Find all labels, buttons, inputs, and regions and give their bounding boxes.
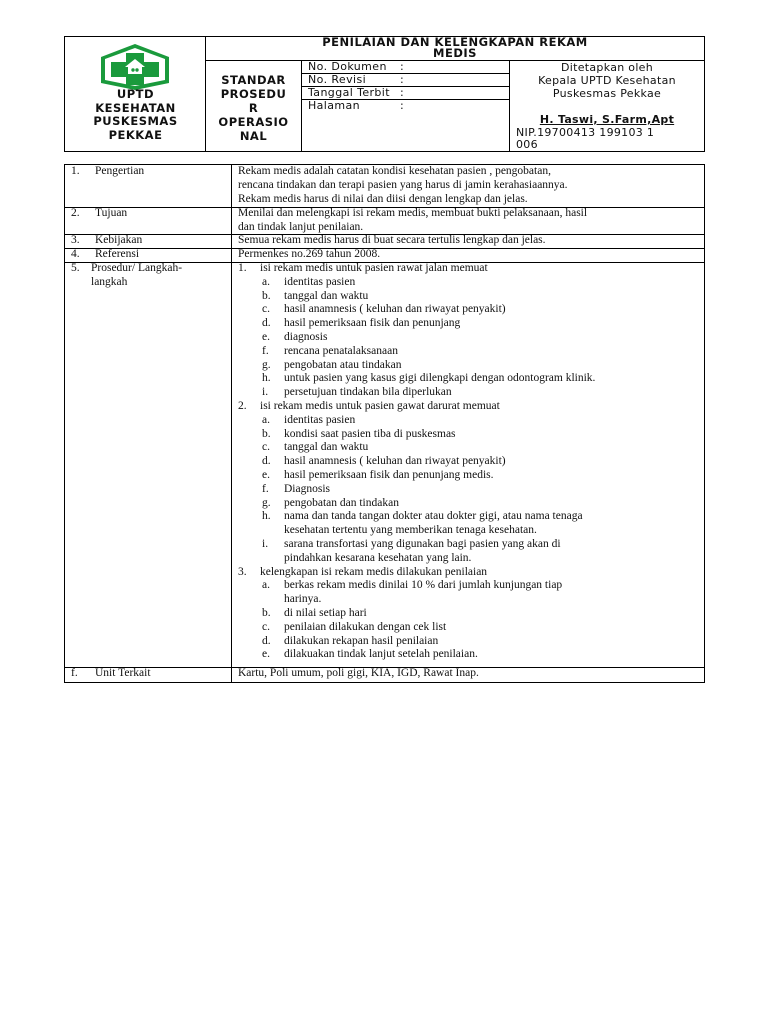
row-number: 2. bbox=[71, 207, 80, 219]
meta-row-page bbox=[302, 100, 510, 113]
approval-line: Puskesmas Pekkae bbox=[552, 87, 662, 100]
procedure-step-1 bbox=[238, 262, 488, 276]
item-text: hasil anamnesis ( keluhan dan riwayat penyakit) bbox=[284, 303, 506, 316]
sop-line: OPERASIO bbox=[218, 115, 289, 129]
row-label-referensi bbox=[71, 248, 227, 262]
item-text: hasil pemeriksaan fisik dan penunjang bbox=[284, 317, 461, 330]
sop-header-table bbox=[64, 36, 705, 152]
puskesmas-logo-icon bbox=[98, 43, 172, 91]
procedure-step-3 bbox=[238, 566, 487, 580]
item-letter: c. bbox=[262, 303, 270, 316]
sop-line: STANDAR bbox=[221, 73, 286, 87]
title-line: MEDIS bbox=[433, 46, 477, 60]
item-text: tanggal dan waktu bbox=[284, 441, 369, 454]
procedure-item bbox=[262, 497, 399, 511]
item-letter: a. bbox=[262, 413, 270, 426]
item-text: dilakuakan tindak lanjut setelah penilaian. bbox=[284, 648, 478, 661]
row-content-prosedur bbox=[238, 262, 700, 667]
item-text: hasil anamnesis ( keluhan dan riwayat penyakit) bbox=[284, 455, 506, 468]
step-number: 3. bbox=[238, 565, 247, 578]
sop-line: NAL bbox=[239, 129, 268, 143]
meta-label: Halaman bbox=[308, 99, 361, 112]
row-label-kebijakan bbox=[71, 234, 227, 248]
approval-line: Kepala UPTD Kesehatan bbox=[538, 74, 676, 87]
content-line: Menilai dan melengkapi isi rekam medis, membuat bukti pelaksanaan, hasil bbox=[238, 207, 588, 219]
sop-label bbox=[206, 61, 302, 151]
item-text: berkas rekam medis dinilai 10 % dari jumlah kunjungan tiap bbox=[284, 579, 563, 592]
procedure-item bbox=[262, 455, 506, 469]
procedure-item-cont: pindahkan kesarana kesehatan yang lain. bbox=[284, 551, 472, 564]
item-letter: h. bbox=[262, 372, 271, 385]
item-letter: g. bbox=[262, 358, 271, 371]
item-text: pengobatan atau tindakan bbox=[284, 358, 402, 371]
item-letter: i. bbox=[262, 386, 269, 399]
org-line: KESEHATAN bbox=[95, 100, 176, 115]
item-text: identitas pasien bbox=[284, 413, 356, 426]
content-line: Rekam medis adalah catatan kondisi kesehatan pasien , pengobatan, bbox=[238, 165, 551, 177]
item-text: persetujuan tindakan bila diperlukan bbox=[284, 386, 452, 399]
row-content-pengertian bbox=[238, 165, 700, 206]
content-line: dan tindak lanjut penilaian. bbox=[238, 220, 364, 233]
content-line: rencana tindakan dan terapi pasien yang harus di jamin kerahasiaannya. bbox=[238, 178, 568, 191]
row-label: Pengertian bbox=[95, 165, 145, 177]
approver-name: H. Taswi, S.Farm,Apt bbox=[539, 113, 675, 126]
procedure-item bbox=[262, 290, 368, 304]
title-line: PENILAIAN DAN KELENGKAPAN REKAM bbox=[322, 35, 588, 49]
item-text: dilakukan rekapan hasil penilaian bbox=[284, 634, 439, 647]
item-text: untuk pasien yang kasus gigi dilengkapi dengan odontogram klinik. bbox=[284, 372, 596, 385]
procedure-item bbox=[262, 441, 368, 455]
procedure-item bbox=[262, 414, 355, 428]
meta-separator: : bbox=[400, 99, 405, 112]
procedure-item bbox=[262, 331, 327, 345]
meta-label: Tanggal Terbit bbox=[308, 86, 390, 99]
procedure-item bbox=[262, 276, 355, 290]
organization-name bbox=[65, 88, 206, 142]
meta-separator: : bbox=[400, 73, 405, 86]
item-text: rencana penatalaksanaan bbox=[284, 344, 398, 357]
item-letter: e. bbox=[262, 648, 270, 661]
approver-nip: NIP.19700413 199103 1 bbox=[516, 126, 655, 139]
procedure-item bbox=[262, 621, 446, 635]
column-divider bbox=[231, 165, 232, 682]
row-number: 3. bbox=[71, 234, 80, 246]
row-label-cont: langkah bbox=[91, 275, 128, 288]
row-number: 1. bbox=[71, 165, 80, 177]
item-letter: b. bbox=[262, 427, 271, 440]
step-text: isi rekam medis untuk pasien gawat darurat memuat bbox=[260, 400, 500, 412]
item-letter: a. bbox=[262, 275, 270, 288]
approver-nip-cont: 006 bbox=[516, 138, 538, 151]
item-letter: d. bbox=[262, 317, 271, 330]
sop-line: PROSEDU bbox=[220, 87, 287, 101]
row-label-tujuan bbox=[71, 207, 227, 221]
meta-separator: : bbox=[400, 86, 405, 99]
document-meta bbox=[302, 61, 510, 151]
procedure-item bbox=[262, 303, 506, 317]
row-content-unit-terkait bbox=[238, 667, 700, 681]
item-text: tanggal dan waktu bbox=[284, 289, 369, 302]
row-label: Unit Terkait bbox=[95, 667, 151, 679]
sop-content-table bbox=[64, 164, 705, 683]
item-letter: c. bbox=[262, 441, 270, 454]
org-line: UPTD bbox=[116, 87, 155, 101]
step-number: 1. bbox=[238, 262, 247, 274]
step-text: isi rekam medis untuk pasien rawat jalan memuat bbox=[260, 262, 488, 274]
item-letter: f. bbox=[262, 482, 269, 495]
procedure-item bbox=[262, 635, 438, 649]
item-letter: a. bbox=[262, 579, 270, 592]
row-content-tujuan bbox=[238, 207, 700, 235]
item-letter: h. bbox=[262, 510, 271, 523]
content-line: Kartu, Poli umum, poli gigi, KIA, IGD, Rawat Inap. bbox=[238, 667, 479, 679]
content-line: Permenkes no.269 tahun 2008. bbox=[238, 248, 381, 260]
item-text: identitas pasien bbox=[284, 275, 356, 288]
procedure-item-cont: kesehatan tertentu yang memberikan tenaga kesehatan. bbox=[284, 524, 537, 537]
meta-label: No. Revisi bbox=[308, 73, 367, 86]
sop-line: R bbox=[248, 101, 259, 115]
procedure-item bbox=[262, 483, 330, 497]
row-number: 4. bbox=[71, 248, 80, 260]
row-content-referensi bbox=[238, 248, 700, 262]
item-text: pengobatan dan tindakan bbox=[284, 496, 399, 509]
procedure-item-cont: harinya. bbox=[284, 593, 322, 606]
row-label: Kebijakan bbox=[95, 234, 143, 246]
logo-cell bbox=[65, 37, 206, 151]
item-letter: g. bbox=[262, 496, 271, 509]
row-label: Tujuan bbox=[95, 207, 128, 219]
step-text: kelengkapan isi rekam medis dilakukan penilaian bbox=[260, 565, 488, 578]
item-letter: e. bbox=[262, 331, 270, 343]
content-line: Rekam medis harus di nilai dan diisi dengan lengkap dan jelas. bbox=[238, 192, 528, 205]
item-text: Diagnosis bbox=[284, 482, 330, 495]
item-letter: e. bbox=[262, 469, 270, 481]
content-line: Semua rekam medis harus di buat secara tertulis lengkap dan jelas. bbox=[238, 234, 546, 246]
row-number: 5. bbox=[71, 262, 80, 274]
item-text: di nilai setiap hari bbox=[284, 607, 367, 619]
procedure-item bbox=[262, 607, 367, 621]
item-text: hasil pemeriksaan fisik dan penunjang medis. bbox=[284, 469, 494, 481]
procedure-step-2 bbox=[238, 400, 500, 414]
item-text: sarana transfortasi yang digunakan bagi pasien yang akan di bbox=[284, 538, 561, 550]
org-line: PEKKAE bbox=[108, 127, 163, 142]
item-text: kondisi saat pasien tiba di puskesmas bbox=[284, 427, 456, 440]
item-letter: f. bbox=[262, 344, 269, 357]
row-content-kebijakan bbox=[238, 234, 700, 248]
procedure-item bbox=[262, 510, 583, 524]
item-letter: b. bbox=[262, 607, 271, 619]
item-text: penilaian dilakukan dengan cek list bbox=[284, 620, 447, 633]
procedure-item bbox=[262, 428, 456, 442]
procedure-item bbox=[262, 345, 398, 359]
item-letter: d. bbox=[262, 634, 271, 647]
approval-line: Ditetapkan oleh bbox=[560, 61, 654, 74]
procedure-item bbox=[262, 386, 452, 400]
item-letter: i. bbox=[262, 538, 269, 550]
procedure-item bbox=[262, 359, 402, 373]
row-label: Referensi bbox=[95, 248, 140, 260]
row-label-unit-terkait bbox=[71, 667, 227, 681]
procedure-item bbox=[262, 648, 478, 662]
meta-separator: : bbox=[400, 60, 405, 73]
row-number: f. bbox=[71, 667, 78, 679]
item-letter: c. bbox=[262, 620, 270, 633]
row-label: Prosedur/ Langkah- bbox=[91, 262, 183, 274]
meta-label: No. Dokumen bbox=[308, 60, 387, 73]
step-number: 2. bbox=[238, 400, 247, 412]
org-line: PUSKESMAS bbox=[93, 114, 178, 128]
item-text: nama dan tanda tangan dokter atau dokter gigi, atau nama tenaga bbox=[284, 510, 583, 523]
procedure-item bbox=[262, 469, 494, 483]
item-text: diagnosis bbox=[284, 331, 328, 343]
item-letter: b. bbox=[262, 289, 271, 302]
procedure-item bbox=[262, 372, 595, 386]
document-title bbox=[206, 37, 704, 61]
row-label-prosedur bbox=[71, 262, 227, 290]
approval-block bbox=[510, 61, 704, 151]
row-label-pengertian bbox=[71, 165, 227, 179]
procedure-item bbox=[262, 317, 460, 331]
procedure-item bbox=[262, 579, 562, 593]
item-letter: d. bbox=[262, 455, 271, 468]
procedure-item bbox=[262, 538, 561, 552]
